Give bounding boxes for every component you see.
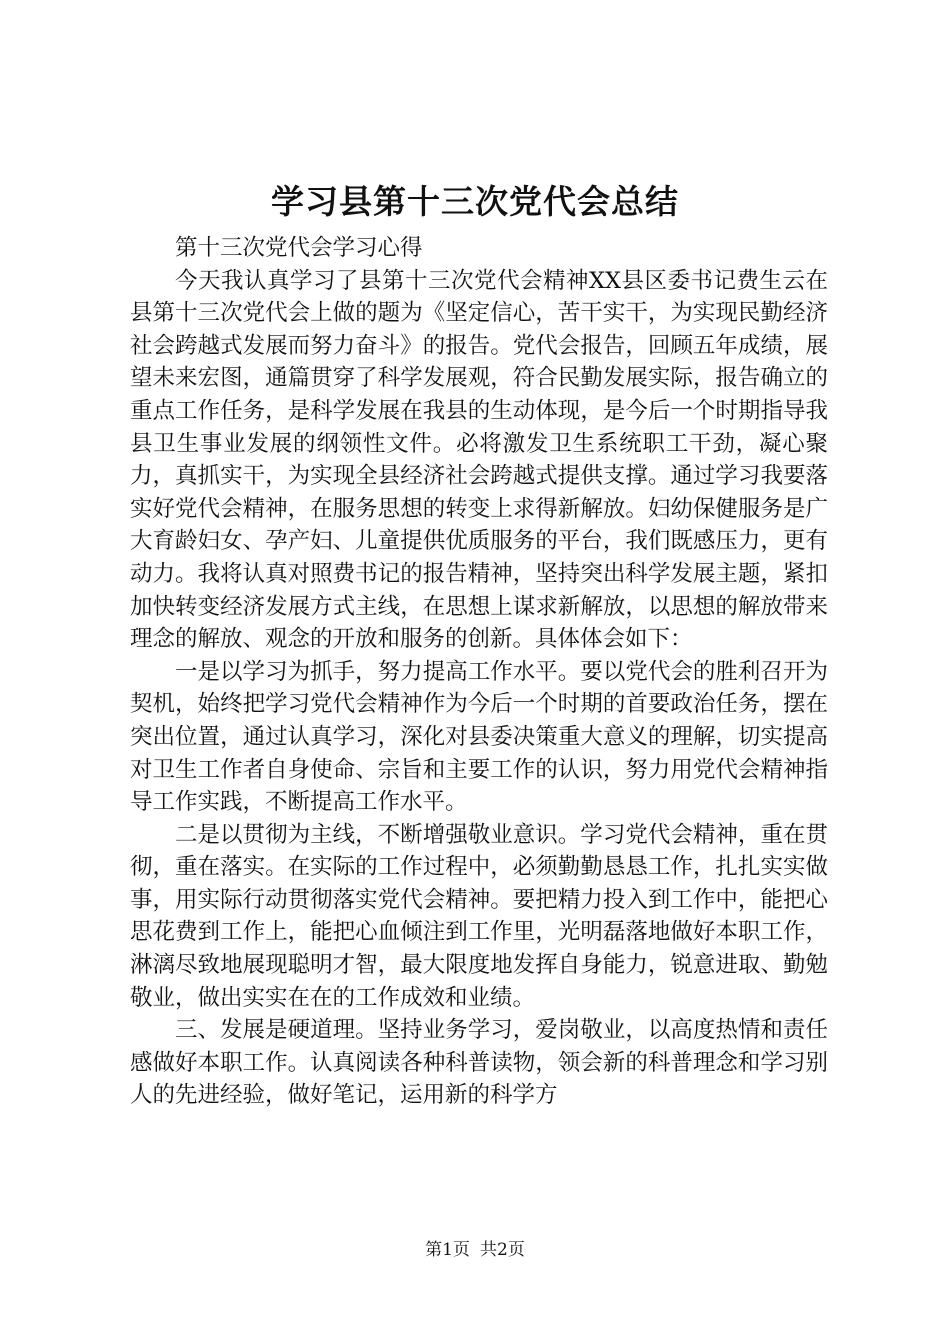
page-footer xyxy=(0,1240,950,1260)
paragraph-subtitle: 第十三次党代会学习心得 xyxy=(175,235,423,261)
document-body xyxy=(130,232,828,1112)
paragraph-intro: 今天我认真学习了县第十三次党代会精神XX县区委书记费生云在县第十三次党代会上做的题为《坚定信心，苦干实干，为实现民勤经济社会跨越式发展而努力奋斗》的报告。党代会报告，回顾五年成绩，展望未来宏图，通篇贯穿了科学发展观，符合民勤发展实际，报告确立的重点工作任务，是科学发展在我县的生动体现，是今后一个时期指导我县卫生事业发展的纲领性文件。必将激发卫生系统职工干劲，凝心聚力，真抓实干，为实现全县经济社会跨越式提供支撑。通过学习我要落实好党代会精神，在服务思想的转变上求得新解放。妇幼保健服务是广大育龄妇女、孕产妇、儿童提供优质服务的平台，我们既感压力，更有动力。我将认真对照费书记的报告精神，坚持突出科学发展主题，紧扣加快转变经济发展方式主线，在思想上谋求新解放，以思想的解放带来理念的解放、观念的开放和服务的创新。具体体会如下： xyxy=(130,267,828,653)
page-number-current: 第1页 xyxy=(425,1240,470,1260)
page-number-total: 共2页 xyxy=(480,1240,525,1260)
paragraph-point-one: 一是以学习为抓手，努力提高工作水平。要以党代会的胜利召开为契机，始终把学习党代会精神作为今后一个时期的首要政治任务，摆在突出位置，通过认真学习，深化对县委决策重大意义的理解，切实提高对卫生工作者自身使命、宗旨和主要工作的认识，努力用党代会精神指导工作实践，不断提高工作水平。 xyxy=(130,658,828,816)
paragraph-point-three: 三、发展是硬道理。坚持业务学习，爱岗敬业，以高度热情和责任感做好本职工作。认真阅读各种科普读物，领会新的科普理念和学习别人的先进经验，做好笔记，运用新的科学方 xyxy=(130,1017,828,1109)
document-title: 学习县第十三次党代会总结 xyxy=(271,182,679,221)
paragraph-point-two: 二是以贯彻为主线，不断增强敬业意识。学习党代会精神，重在贯彻，重在落实。在实际的工作过程中，必须勤勤恳恳工作，扎扎实实做事，用实际行动贯彻落实党代会精神。要把精力投入到工作中，能把心思花费到工作上，能把心血倾注到工作里，光明磊落地做好本职工作，淋漓尽致地展现聪明才智，最大限度地发挥自身能力，锐意进取、勤勉敬业，做出实实在在的工作成效和业绩。 xyxy=(130,821,828,1011)
